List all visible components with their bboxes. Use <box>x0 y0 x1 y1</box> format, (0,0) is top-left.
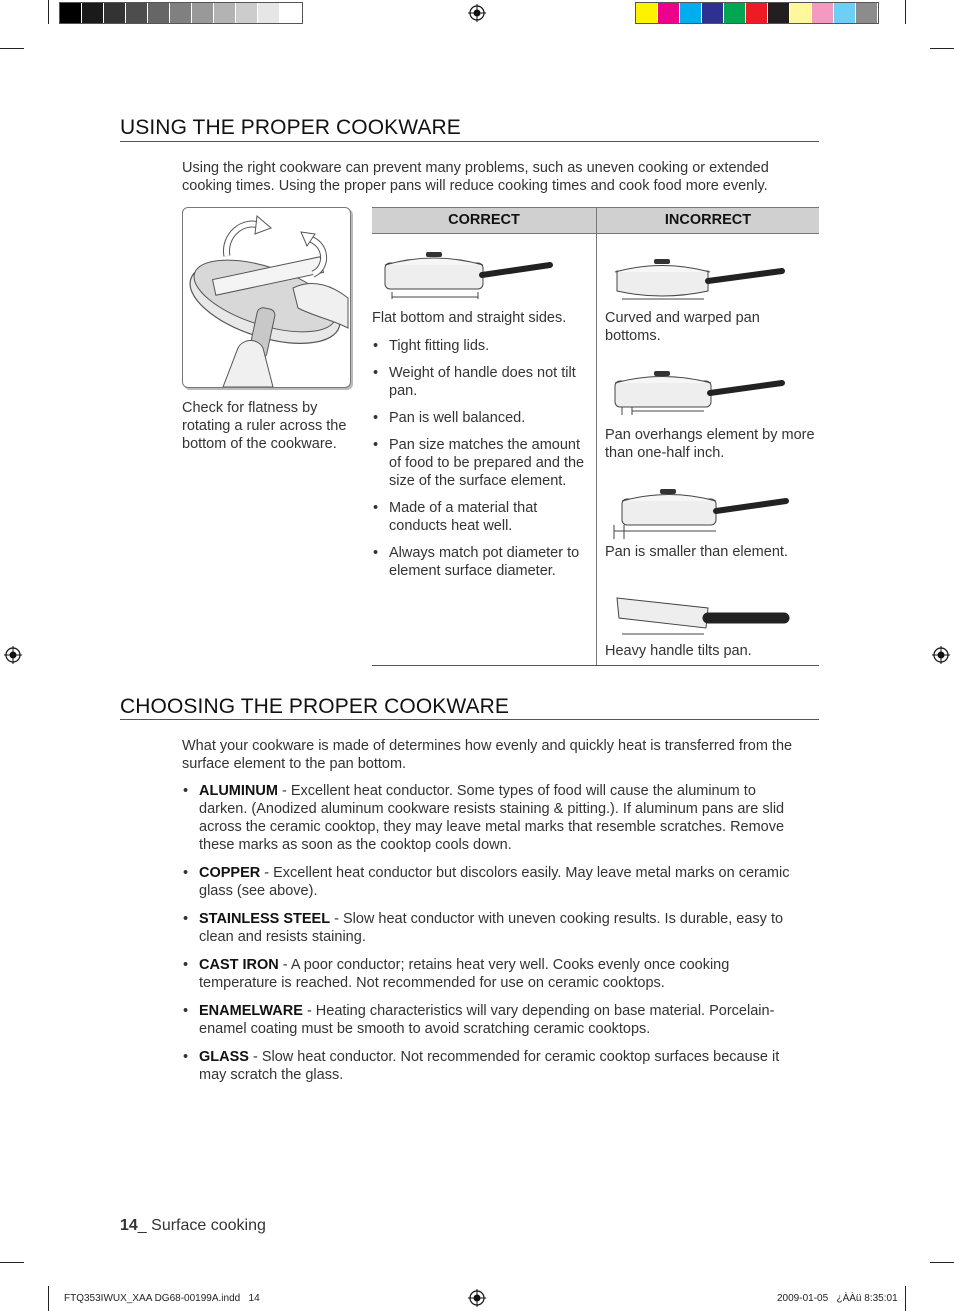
color-swatch <box>702 3 724 23</box>
table-bottom-rule <box>372 665 819 666</box>
section-title-using-cookware: USING THE PROPER COOKWARE <box>120 116 461 139</box>
crop-mark <box>48 1286 49 1311</box>
cookware-comparison-table <box>372 207 819 666</box>
color-swatch <box>192 3 214 23</box>
warped-pan-illustration <box>612 255 792 303</box>
color-swatch <box>148 3 170 23</box>
material-name: ALUMINUM <box>199 783 278 799</box>
registration-mark-icon <box>468 4 486 22</box>
section-intro: Using the right cookware can prevent many problems, such as uneven cooking or extended cooking times. Using the proper pans will reduce cooking times and cook food more evenly. <box>182 160 769 194</box>
incorrect-item-text: Pan overhangs element by more than one-half inch. <box>605 427 815 461</box>
page-number: 14 <box>120 1217 138 1234</box>
list-item <box>182 1002 807 1038</box>
color-swatch <box>834 3 856 23</box>
crop-mark <box>905 1286 906 1311</box>
list-item: • Made of a material that conducts heat well. <box>372 499 586 535</box>
color-swatch <box>680 3 702 23</box>
material-desc: - Slow heat conductor with uneven cooking results. Is durable, easy to clean and resists staining. <box>199 911 784 945</box>
color-swatch <box>280 3 302 23</box>
list-item <box>182 956 807 992</box>
incorrect-item-text: Curved and warped pan bottoms. <box>605 310 760 344</box>
registration-mark-icon <box>932 646 950 664</box>
list-item <box>182 910 807 946</box>
list-item <box>182 782 807 854</box>
color-swatch <box>60 3 82 23</box>
color-swatch <box>812 3 834 23</box>
list-item: • Weight of handle does not tilt pan. <box>372 364 586 400</box>
material-desc: - Heating characteristics will vary depending on base material. Porcelain-enamel coating must be smooth to avoid scratching ceramic cooktops. <box>199 1003 775 1037</box>
page-footer-label <box>120 1217 266 1235</box>
registration-mark-icon <box>468 1289 486 1307</box>
figure-caption: Check for flatness by rotating a ruler across the bottom of the cookware. <box>182 400 347 452</box>
print-timestamp: 2009-01-05 ¿ÀÀü 8:35:01 <box>777 1293 898 1304</box>
list-item <box>182 1048 807 1084</box>
color-swatch <box>856 3 878 23</box>
color-swatch <box>214 3 236 23</box>
list-item: • Tight fitting lids. <box>372 337 586 355</box>
materials-list <box>182 782 807 1094</box>
color-swatch <box>636 3 658 23</box>
tilted-pan-illustration <box>612 592 792 638</box>
correct-lead-text: Flat bottom and straight sides. <box>372 310 567 326</box>
color-swatch <box>768 3 790 23</box>
material-desc: - A poor conductor; retains heat very well. Cooks evenly once cooking temperature is reached. Not recommended for use on ceramic cooktops. <box>199 957 730 991</box>
material-name: STAINLESS STEEL <box>199 911 331 927</box>
color-swatch <box>790 3 812 23</box>
incorrect-item-text: Heavy handle tilts pan. <box>605 643 752 659</box>
registration-mark-icon <box>4 646 22 664</box>
crop-mark <box>0 48 24 49</box>
material-name: COPPER <box>199 865 261 881</box>
color-swatch <box>658 3 680 23</box>
list-item: • Always match pot diameter to element surface diameter. <box>372 544 586 580</box>
grayscale-color-bar <box>59 2 303 24</box>
crop-mark <box>930 1262 954 1263</box>
color-swatch <box>104 3 126 23</box>
list-item: • Pan size matches the amount of food to be prepared and the size of the surface element. <box>372 436 586 490</box>
color-swatch <box>724 3 746 23</box>
table-header-incorrect: INCORRECT <box>597 207 819 233</box>
material-desc: - Excellent heat conductor but discolors easily. May leave metal marks on ceramic glass (see above). <box>199 865 790 899</box>
color-swatch <box>170 3 192 23</box>
section-title-rule <box>120 719 819 720</box>
table-header-correct: CORRECT <box>372 207 596 233</box>
list-item <box>182 864 807 900</box>
correct-list <box>372 337 586 589</box>
material-name: ENAMELWARE <box>199 1003 303 1019</box>
section-intro: What your cookware is made of determines how evenly and quickly heat is transferred from the surface element to the pan bottom. <box>182 738 793 772</box>
section-title-rule <box>120 141 819 142</box>
overhanging-pan-illustration <box>612 367 792 417</box>
flatness-check-illustration <box>182 207 351 388</box>
color-swatch <box>746 3 768 23</box>
file-name-slug: FTQ353IWUX_XAA DG68-00199A.indd 14 <box>64 1293 260 1304</box>
color-swatch <box>126 3 148 23</box>
page-section-label: _ Surface cooking <box>137 1217 266 1234</box>
crop-mark <box>930 48 954 49</box>
color-swatch <box>236 3 258 23</box>
table-column-divider <box>596 207 597 666</box>
crop-mark <box>905 0 906 24</box>
section-title-choosing-cookware: CHOOSING THE PROPER COOKWARE <box>120 695 510 718</box>
material-name: CAST IRON <box>199 957 279 973</box>
material-desc: - Slow heat conductor. Not recommended for ceramic cooktop surfaces because it may scratch the glass. <box>199 1049 780 1083</box>
color-swatch <box>82 3 104 23</box>
material-desc: - Excellent heat conductor. Some types of food will cause the aluminum to darken. (Anodized aluminum cookware resists staining & pitting.). If aluminum pans are slid across the ceramic cooktop, they may leave metal marks that resemble scratches. Remove these marks as soon as the cooktop cools down. <box>199 783 785 853</box>
cmyk-color-bar <box>635 2 879 24</box>
small-pan-illustration <box>612 485 792 541</box>
crop-mark <box>48 0 49 24</box>
list-item: • Pan is well balanced. <box>372 409 586 427</box>
incorrect-item-text: Pan is smaller than element. <box>605 544 788 560</box>
color-swatch <box>258 3 280 23</box>
crop-mark <box>0 1262 24 1263</box>
correct-pan-illustration <box>382 249 557 301</box>
material-name: GLASS <box>199 1049 249 1065</box>
